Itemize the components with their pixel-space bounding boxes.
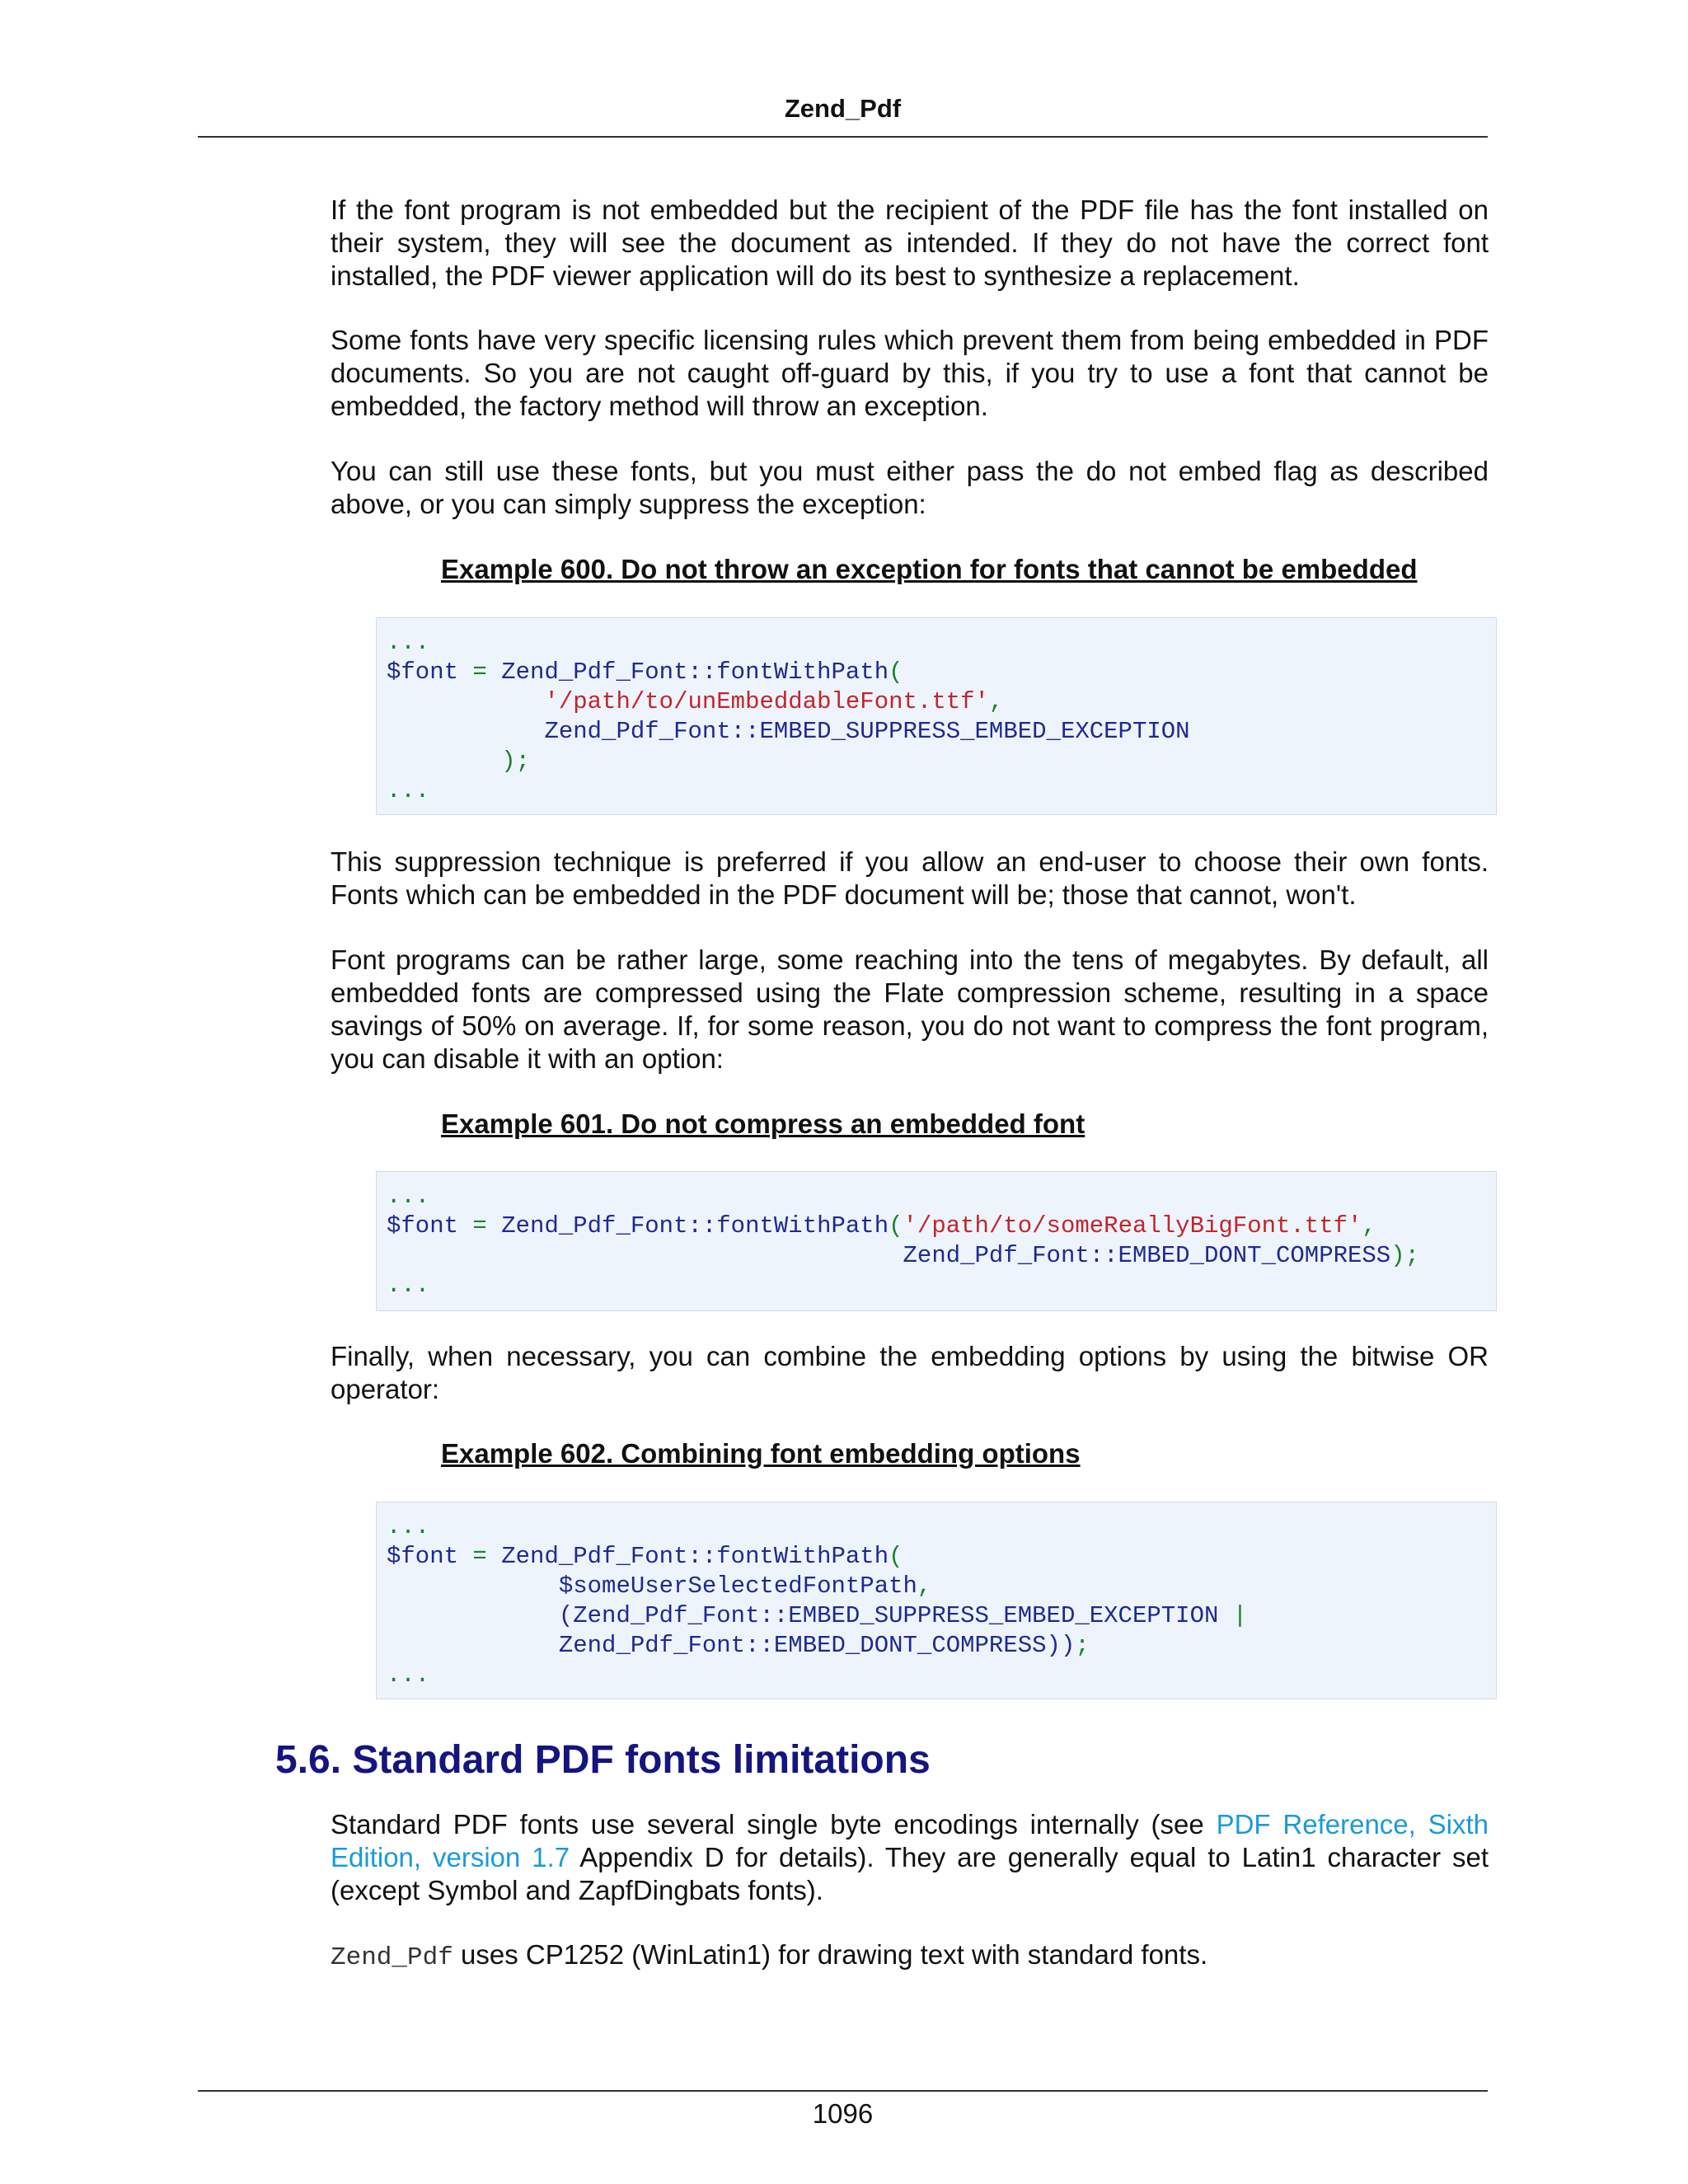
paragraph-suppress-exception: You can still use these fonts, but you must either pass the do not embed flag as described above, or you can simply suppress the exception: xyxy=(331,456,1489,519)
example-600-code-block xyxy=(376,617,1497,815)
example-601-code-block xyxy=(376,1171,1497,1311)
code-variable: $font xyxy=(387,658,459,686)
code-paren: ( xyxy=(889,658,903,686)
code-ellipsis: ... xyxy=(387,1513,430,1540)
code-line xyxy=(387,1512,1496,1542)
paragraph-bitwise-or: Finally, when necessary, you can combine the embedding options by using the bitwise OR operator: xyxy=(331,1341,1489,1404)
code-string: '/path/to/unEmbeddableFont.ttf' xyxy=(544,688,989,715)
code-paren: ( xyxy=(889,1212,903,1240)
page-number: 1096 xyxy=(812,2098,874,2129)
example-602-title: Example 602. Combining font embedding options xyxy=(441,1438,1081,1469)
code-indent xyxy=(387,1572,559,1600)
paragraph-compression: Font programs can be rather large, some reaching into the tens of megabytes. By default, all embedded fonts are compressed using the Flate compression scheme, resulting in a space savings of 50% on average. If, for some reason, you do not want to compress the font program, you can disable it with an option: xyxy=(331,944,1489,1074)
code-line xyxy=(387,1661,1496,1690)
page-header-title: Zend_Pdf xyxy=(784,94,902,123)
code-function-call: Zend_Pdf_Font::fontWithPath xyxy=(501,658,889,686)
code-operator: = xyxy=(458,1543,502,1570)
code-line xyxy=(387,1631,1496,1661)
code-line xyxy=(387,1572,1496,1601)
code-ellipsis: ... xyxy=(387,629,430,656)
code-ellipsis: ... xyxy=(387,777,430,804)
code-line xyxy=(387,1601,1496,1631)
code-closing: ); xyxy=(1390,1242,1420,1269)
code-closing: ); xyxy=(387,748,531,775)
example-601-title: Example 601. Do not compress an embedded font xyxy=(441,1108,1085,1139)
code-paren: ( xyxy=(889,1543,903,1570)
code-function-call: Zend_Pdf_Font::fontWithPath xyxy=(501,1212,889,1240)
inline-code: Zend_Pdf xyxy=(331,1943,453,1972)
header-divider xyxy=(198,136,1488,138)
code-constant: (Zend_Pdf_Font::EMBED_SUPPRESS_EMBED_EXCEPTION xyxy=(558,1602,1219,1629)
code-line xyxy=(387,1271,1496,1301)
example-602-code-block xyxy=(376,1502,1497,1699)
code-indent xyxy=(387,1242,903,1269)
code-pipe: | xyxy=(1218,1602,1248,1629)
paragraph-cp1252 xyxy=(331,1938,1489,1975)
pdf-reference-link[interactable]: PDF Reference, Sixth Edition, version 1.7 xyxy=(331,1809,1489,1872)
paragraph-text: uses CP1252 (WinLatin1) for drawing text with standard fonts. xyxy=(452,1939,1208,1970)
code-constant: Zend_Pdf_Font::EMBED_SUPPRESS_EMBED_EXCEPTION xyxy=(544,718,1190,745)
code-line xyxy=(387,747,1496,776)
code-line xyxy=(387,1241,1496,1271)
code-operator: = xyxy=(458,1212,502,1240)
paragraph-text: Appendix D for details). They are generally equal to Latin1 character set (except Symbol and ZapfDingbats fonts). xyxy=(331,1842,1489,1905)
code-variable: $font xyxy=(387,1543,459,1570)
code-comma: , xyxy=(917,1572,932,1600)
code-variable: $someUserSelectedFontPath xyxy=(558,1572,917,1600)
paragraph-licensing-rules: Some fonts have very specific licensing rules which prevent them from being embedded in PDF documents. So you are not caught off-guard by this, if you try to use a font that cannot be embedded, the factory method will throw an exception. xyxy=(331,325,1489,421)
example-600-title: Example 600. Do not throw an exception for fonts that cannot be embedded xyxy=(441,554,1418,584)
code-line xyxy=(387,1182,1496,1212)
code-function-call: Zend_Pdf_Font::fontWithPath xyxy=(501,1543,889,1570)
paragraph-suppression-technique: This suppression technique is preferred if you allow an end-user to choose their own fonts. Fonts which can be embedded in the PDF document will be; those that cannot, won't. xyxy=(331,846,1489,910)
code-line xyxy=(387,687,1496,717)
code-indent xyxy=(387,1602,559,1629)
code-ellipsis: ... xyxy=(387,1661,430,1689)
code-line xyxy=(387,776,1496,806)
footer-divider xyxy=(198,2090,1488,2092)
code-variable: $font xyxy=(387,1212,459,1240)
section-title: 5.6. Standard PDF fonts limitations xyxy=(275,1738,931,1782)
code-indent xyxy=(387,718,544,745)
code-line xyxy=(387,658,1496,687)
code-indent xyxy=(387,1632,559,1659)
code-line xyxy=(387,1212,1496,1241)
code-operator: = xyxy=(458,658,502,686)
code-comma: , xyxy=(988,688,1004,715)
paragraph-standard-fonts xyxy=(331,1808,1489,1907)
code-string: '/path/to/someReallyBigFont.ttf' xyxy=(903,1212,1362,1240)
code-comma: , xyxy=(1362,1212,1376,1240)
code-constant: Zend_Pdf_Font::EMBED_DONT_COMPRESS)) xyxy=(558,1632,1076,1659)
paragraph-font-not-embedded: If the font program is not embedded but the recipient of the PDF file has the font installed on their system, they will see the document as intended. If they do not have the correct font installed, the PDF viewer application will do its best to synthesize a replacement. xyxy=(331,194,1489,291)
code-line xyxy=(387,1542,1496,1572)
code-closing: ; xyxy=(1075,1632,1090,1659)
code-constant: Zend_Pdf_Font::EMBED_DONT_COMPRESS xyxy=(903,1242,1391,1269)
paragraph-text: Standard PDF fonts use several single byte encodings internally (see xyxy=(331,1809,1217,1840)
code-indent xyxy=(387,688,544,715)
code-line xyxy=(387,717,1496,747)
code-line xyxy=(387,628,1496,658)
code-ellipsis: ... xyxy=(387,1183,430,1210)
code-ellipsis: ... xyxy=(387,1272,430,1299)
